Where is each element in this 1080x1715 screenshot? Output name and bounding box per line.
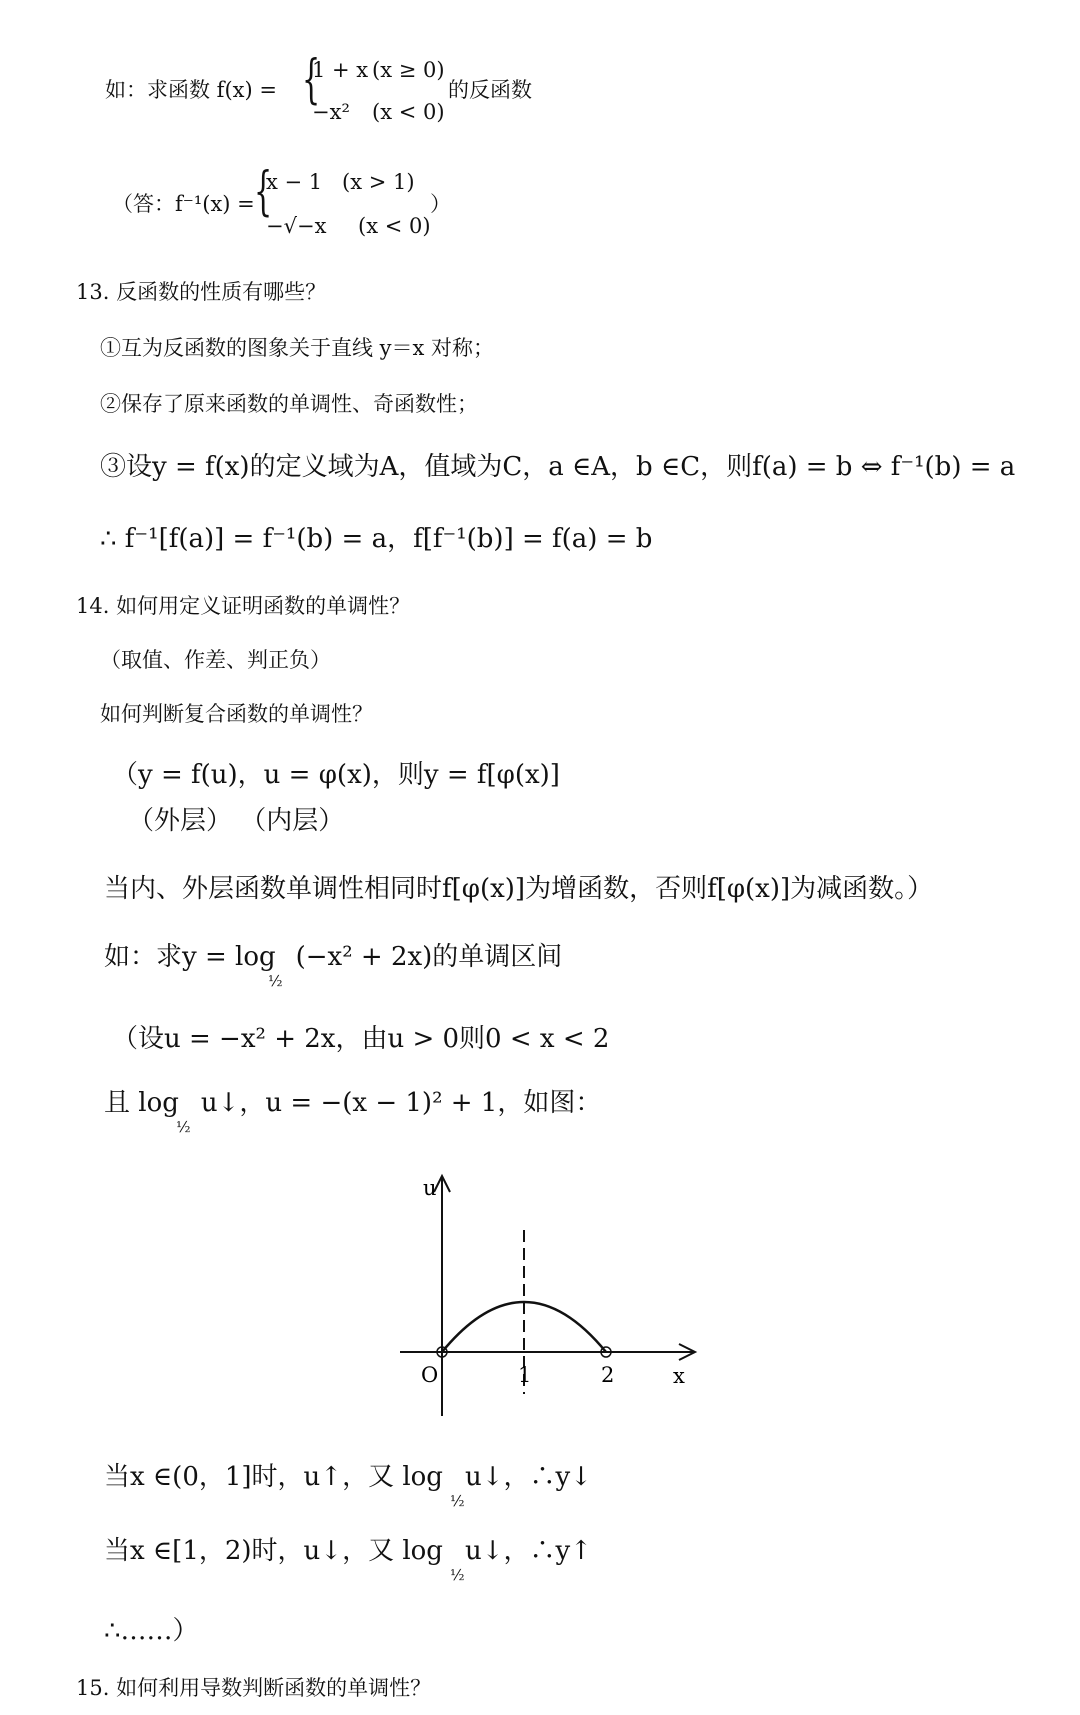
case-1-prefix: 当x ∈(0，1]时，u↑，又 log [104, 1462, 443, 1492]
ex1-suffix: 的反函数 [448, 78, 532, 102]
case-1 [104, 1462, 592, 1493]
q14-composition: （y = f(u)，u = φ(x)，则y = f[φ(x)] [112, 760, 560, 790]
tick-2-label: 2 [601, 1363, 615, 1387]
q14-subquestion: 如何判断复合函数的单调性？ [100, 702, 373, 726]
case-2 [104, 1536, 592, 1567]
q13-conclusion: ∴ f⁻¹[f(a)] = f⁻¹(b) = a，f[f⁻¹(b)] = f(a) = b [100, 524, 653, 554]
x-axis-label: x [673, 1364, 685, 1388]
ans-suffix: ） [430, 192, 451, 216]
ans-brace: { [254, 162, 273, 222]
case-2-log-base: ½ [450, 1566, 465, 1584]
case-1-rest: u↓，∴y↓ [464, 1462, 592, 1492]
ex1-case2-cond: (x < 0) [372, 100, 445, 124]
question-15-heading: 15. 如何利用导数判断函数的单调性？ [76, 1676, 432, 1700]
ex2-rest: (−x² + 2x)的单调区间 [295, 942, 563, 972]
ans-prefix: （答：f⁻¹(x) = [112, 192, 255, 216]
ex2-and-prefix: 且 log [104, 1088, 179, 1118]
question-14-heading: 14. 如何用定义证明函数的单调性？ [76, 594, 411, 618]
y-axis-label: u [423, 1176, 437, 1200]
ex1-case2-expr: −x² [312, 100, 350, 124]
ex2-set: （设u = −x² + 2x，由u > 0则0 < x < 2 [112, 1024, 610, 1054]
ex2-and-rest: u↓，u = −(x − 1)² + 1，如图： [200, 1088, 602, 1118]
question-13-heading: 13. 反函数的性质有哪些？ [76, 280, 327, 304]
ex2-and-log-base: ½ [176, 1118, 191, 1136]
ex1-prefix: 如：求函数 f(x) = [105, 78, 277, 102]
case-1-log-base: ½ [450, 1492, 465, 1510]
q14-rule: 当内、外层函数单调性相同时f[φ(x)]为增函数，否则f[φ(x)]为减函数。） [104, 874, 934, 904]
ellipsis-conclusion: ∴……） [104, 1616, 199, 1646]
q14-hint: （取值、作差、判正负） [100, 648, 331, 672]
ex1-case1-expr: 1 + x [312, 58, 369, 82]
origin-label: O [421, 1363, 439, 1387]
ex1-brace: { [302, 50, 321, 110]
ans-case2-cond: (x < 0) [358, 214, 431, 238]
q13-point-1: ①互为反函数的图象关于直线 y＝x 对称； [100, 336, 495, 360]
parabola-graph [395, 1168, 705, 1418]
ex1-case1-cond: (x ≥ 0) [372, 58, 445, 82]
case-2-rest: u↓，∴y↑ [464, 1536, 592, 1566]
ex2-log-base: ½ [268, 972, 283, 990]
q13-point-3: ③设y = f(x)的定义域为A，值域为C，a ∈A，b ∈C，则f(a) = b ⇔ f⁻¹(b) = a [100, 452, 1016, 482]
ans-case2-expr: −√−x [266, 214, 327, 238]
ans-case1-cond: (x > 1) [342, 170, 415, 194]
ex2-prefix: 如：求y = log [104, 942, 276, 972]
ex2-and [104, 1088, 601, 1119]
q13-point-2: ②保存了原来函数的单调性、奇函数性； [100, 392, 478, 416]
ex2-text [104, 942, 562, 973]
ans-case1-expr: x − 1 [266, 170, 323, 194]
q14-layers: （外层） （内层） [128, 806, 345, 836]
case-2-prefix: 当x ∈[1，2)时，u↓，又 log [104, 1536, 443, 1566]
tick-1-label: 1 [518, 1363, 532, 1387]
